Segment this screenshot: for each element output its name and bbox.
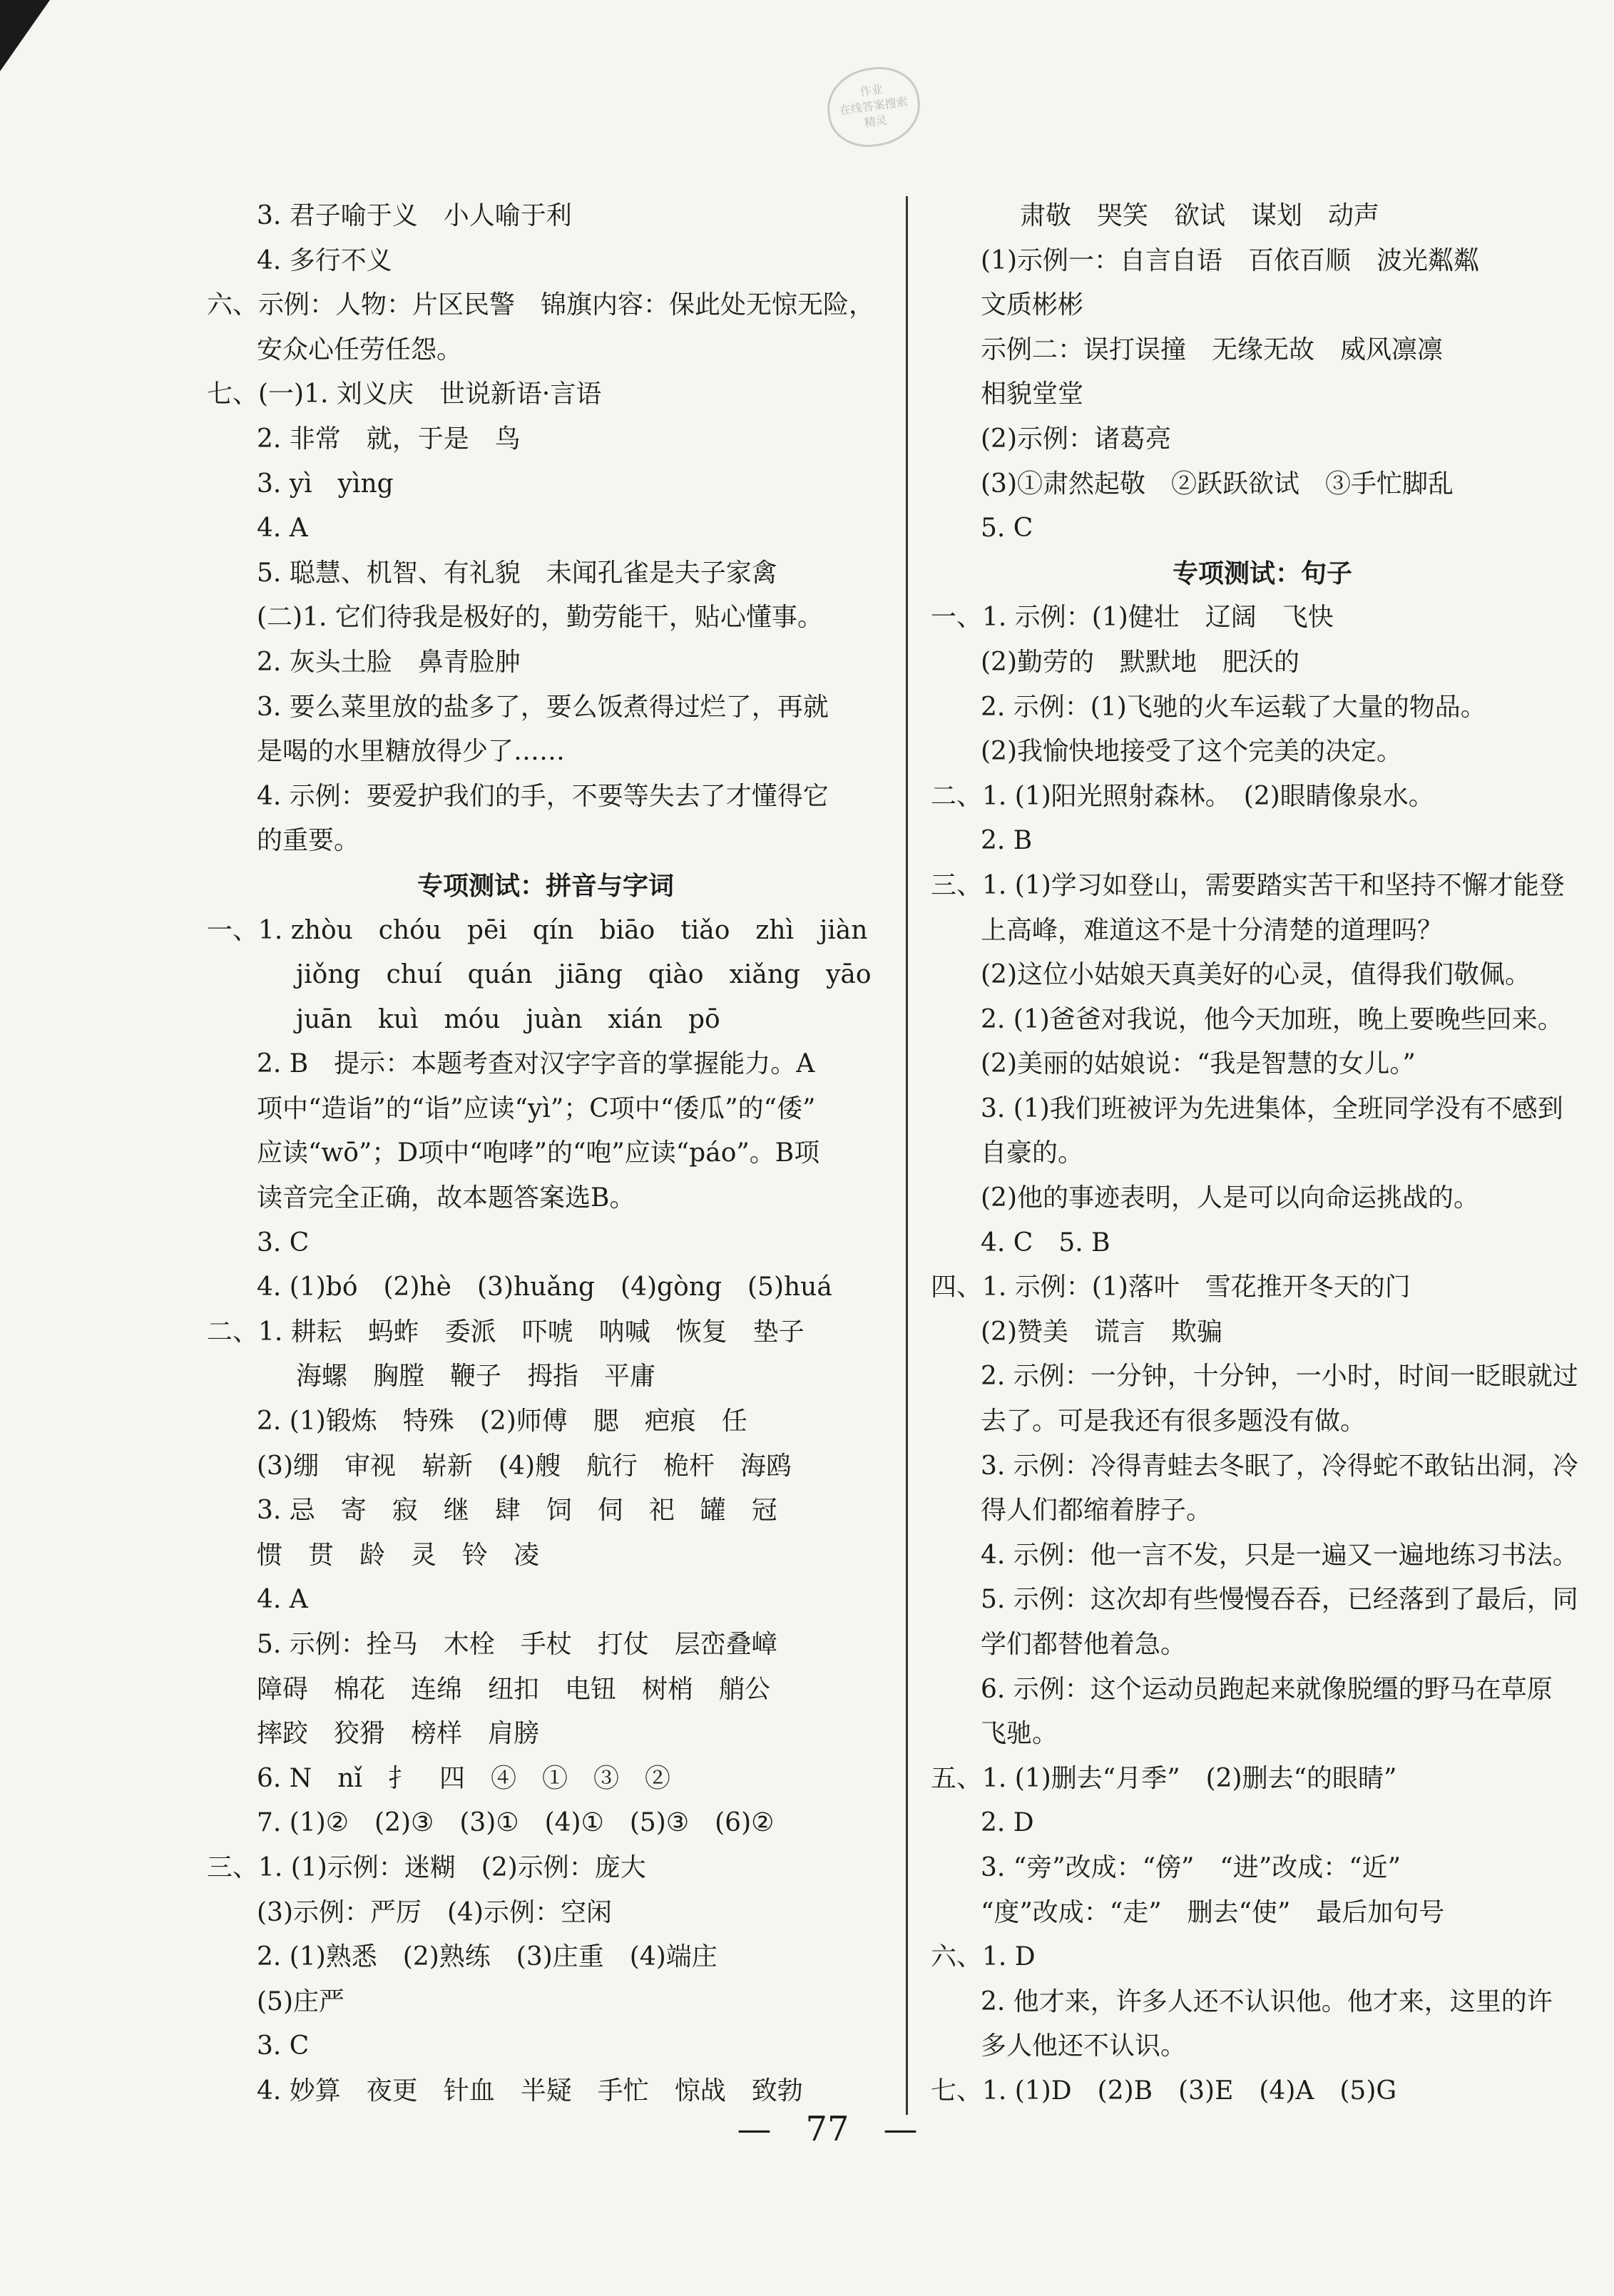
answer-line: 3. C <box>257 2031 310 2061</box>
left-column <box>207 194 884 2114</box>
answer-line: 肃敬 哭笑 欲试 谋划 动声 <box>1020 201 1380 230</box>
page-number: 77 <box>805 2109 849 2149</box>
answer-line: 4. (1)bó (2)hè (3)huǎng (4)gòng (5)huá <box>257 1272 832 1302</box>
answer-line: 二、1. (1)阳光照射森林。 (2)眼睛像泉水。 <box>931 781 1434 811</box>
answer-line: jiǒng chuí quán jiāng qiào xiǎng yāo <box>296 960 872 990</box>
answer-line: 应读“wō”；D项中“咆哮”的“咆”应读“páo”。B项 <box>257 1138 820 1168</box>
answer-line: 一、1. 示例：(1)健壮 辽阔 飞快 <box>931 603 1334 633</box>
answer-line: 是喝的水里糖放得少了…… <box>257 737 566 767</box>
answer-line: 3. (1)我们班被评为先进集体，全班同学没有不感到 <box>981 1093 1563 1123</box>
answer-line: 4. 多行不义 <box>257 245 392 275</box>
answer-line: 读音完全正确，故本题答案选B。 <box>257 1183 635 1213</box>
answer-line: (二)1. 它们待我是极好的，勤劳能干，贴心懂事。 <box>257 603 823 633</box>
answer-line: 相貌堂堂 <box>981 379 1084 409</box>
answer-line: 海螺 胸膛 鞭子 拇指 平庸 <box>296 1362 656 1392</box>
answer-line: 飞驰。 <box>981 1719 1058 1749</box>
answer-line: 文质彬彬 <box>981 290 1084 320</box>
answer-line: 7. (1)② (2)③ (3)① (4)① (5)③ (6)② <box>257 1808 775 1838</box>
page-footer <box>642 2101 1013 2158</box>
answer-line: 4. C 5. B <box>981 1228 1110 1257</box>
answer-line: (2)我愉快地接受了这个完美的决定。 <box>981 737 1402 767</box>
answer-line: 上高峰，难道这不是十分清楚的道理吗？ <box>981 915 1444 945</box>
answer-line: 一、1. zhòu chóu pēi qín biāo tiǎo zhì jiàn <box>207 915 868 945</box>
answer-line: juān kuì móu juàn xián pō <box>296 1004 720 1034</box>
answer-line: 五、1. (1)删去“月季” (2)删去“的眼睛” <box>931 1763 1397 1793</box>
answer-line: 惯 贯 龄 灵 铃 凌 <box>257 1540 540 1570</box>
answer-line: 4. 妙算 夜更 针血 半疑 手忙 惊战 致勃 <box>257 2076 803 2106</box>
answer-line: 示例二：误打误撞 无缘无故 威风凛凛 <box>981 335 1444 364</box>
answer-line: 5. 示例：拴马 木栓 手杖 打仗 层峦叠嶂 <box>257 1630 777 1659</box>
stamp-line: 作业 <box>859 82 884 99</box>
answer-line: 学们都替他着急。 <box>981 1630 1187 1659</box>
answer-line: 得人们都缩着脖子。 <box>981 1496 1212 1526</box>
answer-line: 2. (1)熟悉 (2)熟练 (3)庄重 (4)端庄 <box>257 1942 717 1972</box>
answer-line: 摔跤 狡猾 榜样 肩膀 <box>257 1719 540 1749</box>
answer-line: 3. 要么菜里放的盐多了，要么饭煮得过烂了，再就 <box>257 692 829 722</box>
answer-line: (2)这位小姑娘天真美好的心灵，值得我们敬佩。 <box>981 960 1531 990</box>
answer-line: 七、(一)1. 刘义庆 世说新语·言语 <box>207 379 602 409</box>
right-column <box>931 194 1594 2114</box>
answer-line: 2. (1)爸爸对我说，他今天加班，晚上要晚些回来。 <box>981 1004 1563 1034</box>
answer-line: 5. 示例：这次却有些慢慢吞吞，已经落到了最后，同 <box>981 1585 1578 1615</box>
answer-line: 2. 非常 就，于是 鸟 <box>257 424 521 454</box>
answer-line: 2. B <box>981 826 1033 856</box>
answer-line: 2. 灰头土脸 鼻青脸肿 <box>257 647 521 677</box>
answer-line: 六、1. D <box>931 1942 1036 1972</box>
dash-left: — <box>737 2109 806 2149</box>
answer-line: 三、1. (1)示例：迷糊 (2)示例：庞大 <box>207 1852 646 1882</box>
answer-line: (2)示例：诸葛亮 <box>981 424 1171 454</box>
answer-line: 安众心任劳任怨。 <box>257 335 463 364</box>
answer-line: 4. A <box>257 1585 308 1615</box>
answer-line: 2. B 提示：本题考查对汉字字音的掌握能力。A <box>257 1049 815 1079</box>
column-divider <box>906 196 908 2115</box>
section-heading: 专项测试：句子 <box>1172 558 1352 588</box>
answer-line: 的重要。 <box>257 826 360 856</box>
answer-line: 2. 他才来，许多人还不认识他。他才来，这里的许 <box>981 1986 1553 2016</box>
answer-line: 去了。可是我还有很多题没有做。 <box>981 1407 1367 1437</box>
answer-line: 多人他还不认识。 <box>981 2031 1187 2061</box>
answer-line: 障碍 棉花 连绵 纽扣 电钮 树梢 艄公 <box>257 1674 771 1704</box>
answer-line: 3. 示例：冷得青蛙去冬眠了，冷得蛇不敢钻出洞，冷 <box>981 1451 1578 1481</box>
answer-line: 四、1. 示例：(1)落叶 雪花推开冬天的门 <box>931 1272 1411 1302</box>
answer-line: 2. 示例：(1)飞驰的火车运载了大量的物品。 <box>981 692 1486 722</box>
answer-line: 2. 示例：一分钟，十分钟，一小时，时间一眨眼就过 <box>981 1362 1578 1392</box>
answer-line: (5)庄严 <box>257 1986 344 2016</box>
answer-line: 2. D <box>981 1808 1034 1838</box>
answer-line: 5. 聪慧、机智、有礼貌 未闻孔雀是夫子家禽 <box>257 558 777 588</box>
answer-line: 七、1. (1)D (2)B (3)E (4)A (5)G <box>931 2076 1397 2106</box>
answer-line: 项中“造诣”的“诣”应读“yì”；C项中“倭瓜”的“倭” <box>257 1093 816 1123</box>
answer-line: “度”改成：“走” 删去“使” 最后加句号 <box>981 1897 1445 1927</box>
answer-line: 6. N nǐ 扌 四 ④ ① ③ ② <box>257 1763 670 1793</box>
answer-line: 4. 示例：他一言不发，只是一遍又一遍地练习书法。 <box>981 1540 1578 1570</box>
dash-right: — <box>849 2109 918 2149</box>
answer-line: 自豪的。 <box>981 1138 1084 1168</box>
answer-line: (3)①肃然起敬 ②跃跃欲试 ③手忙脚乱 <box>981 469 1454 499</box>
answer-line: 3. 君子喻于义 小人喻于利 <box>257 201 572 230</box>
answer-line: (3)示例：严厉 (4)示例：空闲 <box>257 1897 612 1927</box>
answer-line: 三、1. (1)学习如登山，需要踏实苦干和坚持不懈才能登 <box>931 870 1565 900</box>
answer-line: (2)勤劳的 默默地 肥沃的 <box>981 647 1299 677</box>
answer-line: 4. 示例：要爱护我们的手，不要等失去了才懂得它 <box>257 781 829 811</box>
answer-line: (2)赞美 谎言 欺骗 <box>981 1317 1222 1347</box>
answer-line: (1)示例一：自言自语 百依百顺 波光粼粼 <box>981 245 1479 275</box>
answer-line: 6. 示例：这个运动员跑起来就像脱缰的野马在草原 <box>981 1674 1553 1704</box>
answer-line: 4. A <box>257 514 308 544</box>
answer-line: 六、示例：人物：片区民警 锦旗内容：保此处无惊无险， <box>207 290 875 320</box>
answer-line: (2)他的事迹表明，人是可以向命运挑战的。 <box>981 1183 1479 1213</box>
answer-line: 5. C <box>981 514 1033 544</box>
answer-line: 3. yì yìng <box>257 469 394 499</box>
section-heading: 专项测试：拼音与字词 <box>417 870 674 901</box>
watermark-stamp <box>822 61 925 152</box>
corner-binding-mark <box>0 0 50 71</box>
answer-line: (3)绷 审视 崭新 (4)艘 航行 桅杆 海鸥 <box>257 1451 792 1481</box>
stamp-line: 在线答案搜索 <box>838 94 909 118</box>
answer-line: 3. “旁”改成：“傍” “进”改成：“近” <box>981 1852 1401 1882</box>
answer-line: 2. (1)锻炼 特殊 (2)师傅 腮 疤痕 任 <box>257 1407 747 1437</box>
answer-line: 二、1. 耕耘 蚂蚱 委派 吓唬 呐喊 恢复 垫子 <box>207 1317 805 1347</box>
stamp-line: 精灵 <box>863 113 889 130</box>
answer-line: (2)美丽的姑娘说：“我是智慧的女儿。” <box>981 1049 1416 1079</box>
answer-line: 3. C <box>257 1228 310 1257</box>
answer-line: 3. 忌 寄 寂 继 肆 饲 伺 祀 罐 冠 <box>257 1496 777 1526</box>
